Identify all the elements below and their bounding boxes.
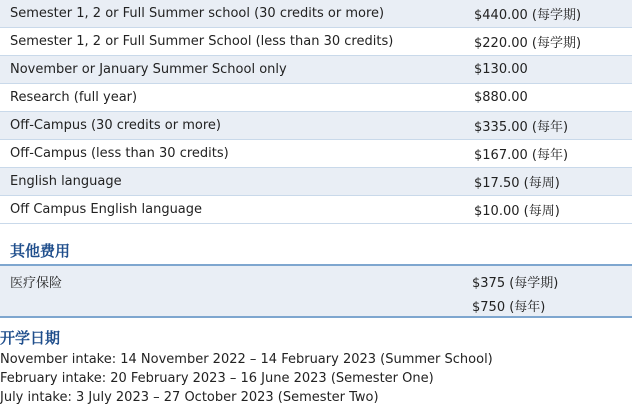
table-row: [0, 140, 632, 168]
intake-line: July intake: 3 July 2023 – 27 October 2023 (Semester Two): [0, 390, 379, 405]
fee-value: $10.00 (每周): [474, 204, 560, 219]
fee-label: Semester 1, 2 or Full Summer school (30 credits or more): [10, 6, 385, 21]
other-fees-title: 其他费用: [10, 242, 71, 260]
fee-label: Semester 1, 2 or Full Summer School (less than 30 credits): [10, 34, 394, 49]
other-fee-label: 医疗保险: [10, 276, 63, 291]
table-row: [0, 168, 632, 196]
intake-line: November intake: 14 November 2022 – 14 February 2023 (Summer School): [0, 352, 493, 367]
table-row: [0, 0, 632, 28]
other-fee-value: $750 (每年): [472, 300, 546, 315]
fee-value: $130.00: [474, 62, 528, 77]
fee-label: November or January Summer School only: [10, 62, 287, 77]
fee-value: $335.00 (每年): [474, 120, 569, 135]
table-row: [0, 112, 632, 140]
fee-label: Off Campus English language: [10, 202, 203, 217]
fee-value: $220.00 (每学期): [474, 36, 582, 51]
table-row: [0, 56, 632, 84]
fee-value: $880.00: [474, 90, 528, 105]
other-fee-values: [472, 272, 558, 320]
other-fees-table: [0, 264, 632, 318]
table-row: [0, 84, 632, 112]
fee-value: $167.00 (每年): [474, 148, 569, 163]
other-fee-value: $375 (每学期): [472, 276, 559, 291]
fee-label: Off-Campus (less than 30 credits): [10, 146, 229, 161]
fee-label: Off-Campus (30 credits or more): [10, 118, 221, 133]
fee-value: $440.00 (每学期): [474, 8, 582, 23]
table-row: [0, 28, 632, 56]
start-dates-title: 开学日期: [0, 329, 61, 347]
intake-line: February intake: 20 February 2023 – 16 June 2023 (Semester One): [0, 371, 434, 386]
table-row: [0, 196, 632, 224]
fee-value: $17.50 (每周): [474, 176, 560, 191]
fee-label: English language: [10, 174, 122, 189]
fee-label: Research (full year): [10, 90, 138, 105]
